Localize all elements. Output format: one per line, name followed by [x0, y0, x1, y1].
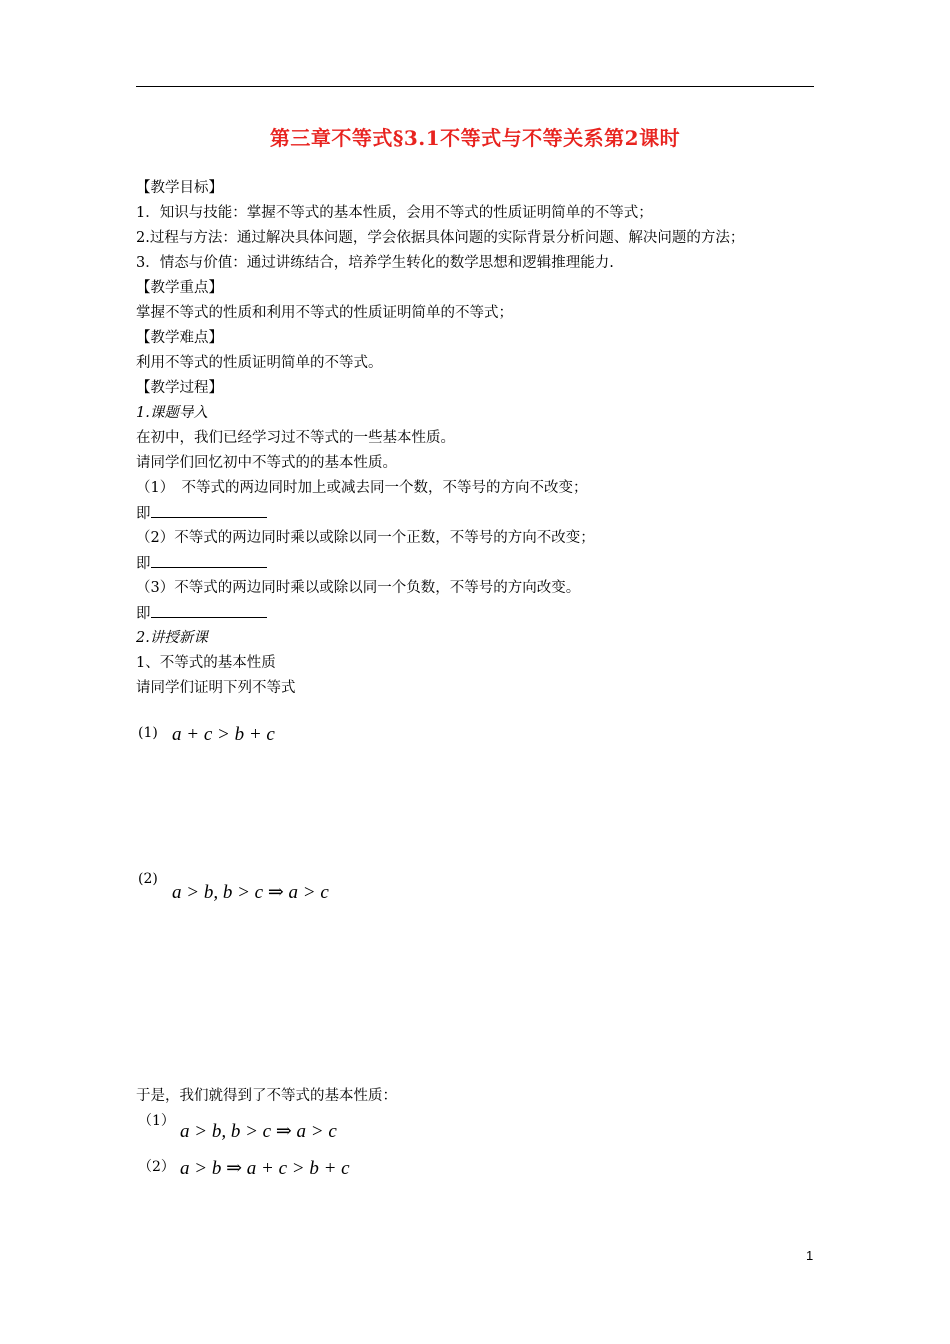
conclusion-text: 于是，我们就得到了不等式的基本性质：: [136, 1088, 397, 1104]
fill-blank-1: [136, 503, 267, 524]
difficulties-heading: 【教学难点】: [136, 330, 223, 346]
new-lesson-heading: 2.讲授新课: [136, 630, 208, 646]
proof-label-1: (1): [138, 725, 158, 741]
ji-label: 即: [136, 606, 151, 622]
new-lesson-prompt: 请同学们证明下列不等式: [136, 680, 296, 696]
difficulties-text: 利用不等式的性质证明简单的不等式。: [136, 355, 383, 371]
process-heading: 【教学过程】: [136, 380, 223, 396]
header-rule: [136, 86, 814, 87]
page-number: 1: [806, 1248, 814, 1263]
new-lesson-subheading: 1、不等式的基本性质: [136, 655, 276, 671]
property-2: （2）不等式的两边同时乘以或除以同一个正数，不等号的方向不改变；: [136, 530, 595, 546]
proof-label-2: (2): [138, 871, 158, 887]
result-label-2: （2）: [138, 1159, 175, 1175]
ji-label: 即: [136, 506, 151, 522]
objective-item-3: 3．情态与价值：通过讲练结合，培养学生转化的数学思想和逻辑推理能力.: [136, 255, 614, 271]
key-points-text: 掌握不等式的性质和利用不等式的性质证明简单的不等式；: [136, 305, 513, 321]
proof-expression-1: a + c > b + c: [172, 724, 275, 745]
page-title: 第三章不等式§3.1不等式与不等关系第2课时: [269, 126, 681, 150]
property-3: （3）不等式的两边同时乘以或除以同一个负数，不等号的方向改变。: [136, 580, 581, 596]
intro-heading: 1.课题导入: [136, 405, 208, 421]
ji-label: 即: [136, 556, 151, 572]
objectives-heading: 【教学目标】: [136, 180, 223, 196]
objective-item-2: 2.过程与方法：通过解决具体问题，学会依据具体问题的实际背景分析问题、解决问题的方法；: [136, 230, 745, 246]
fill-blank-3: [136, 603, 267, 624]
fill-blank-2: [136, 553, 267, 574]
intro-line-2: 请同学们回忆初中不等式的的基本性质。: [136, 455, 397, 471]
intro-line-1: 在初中，我们已经学习过不等式的一些基本性质。: [136, 430, 455, 446]
property-1: （1） 不等式的两边同时加上或减去同一个数，不等号的方向不改变；: [136, 480, 588, 496]
answer-blank: [151, 503, 267, 518]
answer-blank: [151, 553, 267, 568]
result-expression-2: a > b ⇒ a + c > b + c: [180, 1158, 350, 1179]
answer-blank: [151, 603, 267, 618]
result-label-1: （1）: [138, 1113, 175, 1129]
result-expression-1: a > b, b > c ⇒ a > c: [180, 1121, 337, 1142]
objective-item-1: 1．知识与技能：掌握不等式的基本性质，会用不等式的性质证明简单的不等式；: [136, 205, 653, 221]
proof-expression-2: a > b, b > c ⇒ a > c: [172, 882, 329, 903]
key-points-heading: 【教学重点】: [136, 280, 223, 296]
